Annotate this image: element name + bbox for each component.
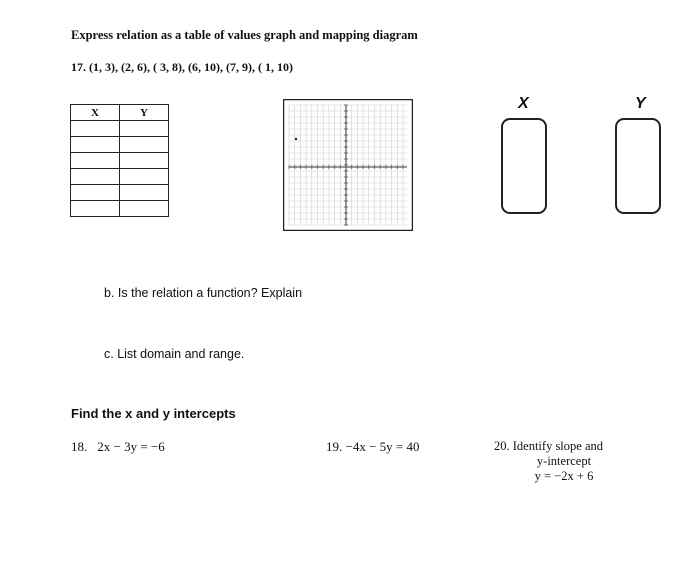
problem-18-number: 18. — [71, 439, 88, 454]
problem-20-line1: 20. Identify slope and — [494, 439, 604, 453]
table-cell[interactable] — [120, 201, 169, 217]
table-row — [71, 137, 169, 153]
problem-20-equation: y = −2x + 6 — [534, 469, 594, 483]
table-cell[interactable] — [120, 169, 169, 185]
table-cell[interactable] — [71, 153, 120, 169]
question-b: b. Is the relation a function? Explain — [104, 286, 303, 300]
question-c: c. List domain and range. — [104, 347, 245, 361]
table-cell[interactable] — [120, 153, 169, 169]
table-header-y: Y — [120, 105, 169, 121]
table-cell[interactable] — [71, 137, 120, 153]
table-cell[interactable] — [71, 121, 120, 137]
table-row — [71, 121, 169, 137]
table-cell[interactable] — [71, 201, 120, 217]
table-row — [71, 169, 169, 185]
mapping-range-oval[interactable] — [615, 118, 661, 214]
table-row — [71, 185, 169, 201]
table-of-values — [70, 104, 169, 217]
table-header-x: X — [71, 105, 120, 121]
problem-20 — [494, 439, 634, 484]
coordinate-grid[interactable] — [283, 99, 413, 231]
table-cell[interactable] — [71, 169, 120, 185]
table-cell[interactable] — [71, 185, 120, 201]
section-heading: Find the x and y intercepts — [71, 406, 236, 421]
mapping-y-label: Y — [635, 95, 646, 112]
table-cell[interactable] — [120, 121, 169, 137]
problem-17-relation: 17. (1, 3), (2, 6), ( 3, 8), (6, 10), (7, 9), ( 1, 10) — [71, 60, 293, 74]
mapping-x-label: X — [518, 95, 529, 112]
table-row — [71, 153, 169, 169]
problem-19: 19. −4x − 5y = 40 — [326, 439, 420, 454]
problem-20-line2: y-intercept — [536, 454, 592, 468]
problem-18-equation: 2x − 3y = −6 — [97, 439, 165, 454]
worksheet-title: Express relation as a table of values graph and mapping diagram — [71, 28, 418, 42]
mapping-domain-oval[interactable] — [501, 118, 547, 214]
table-cell[interactable] — [120, 137, 169, 153]
table-row — [71, 201, 169, 217]
grid-dot — [295, 138, 297, 140]
problem-18 — [71, 439, 165, 455]
table-cell[interactable] — [120, 185, 169, 201]
